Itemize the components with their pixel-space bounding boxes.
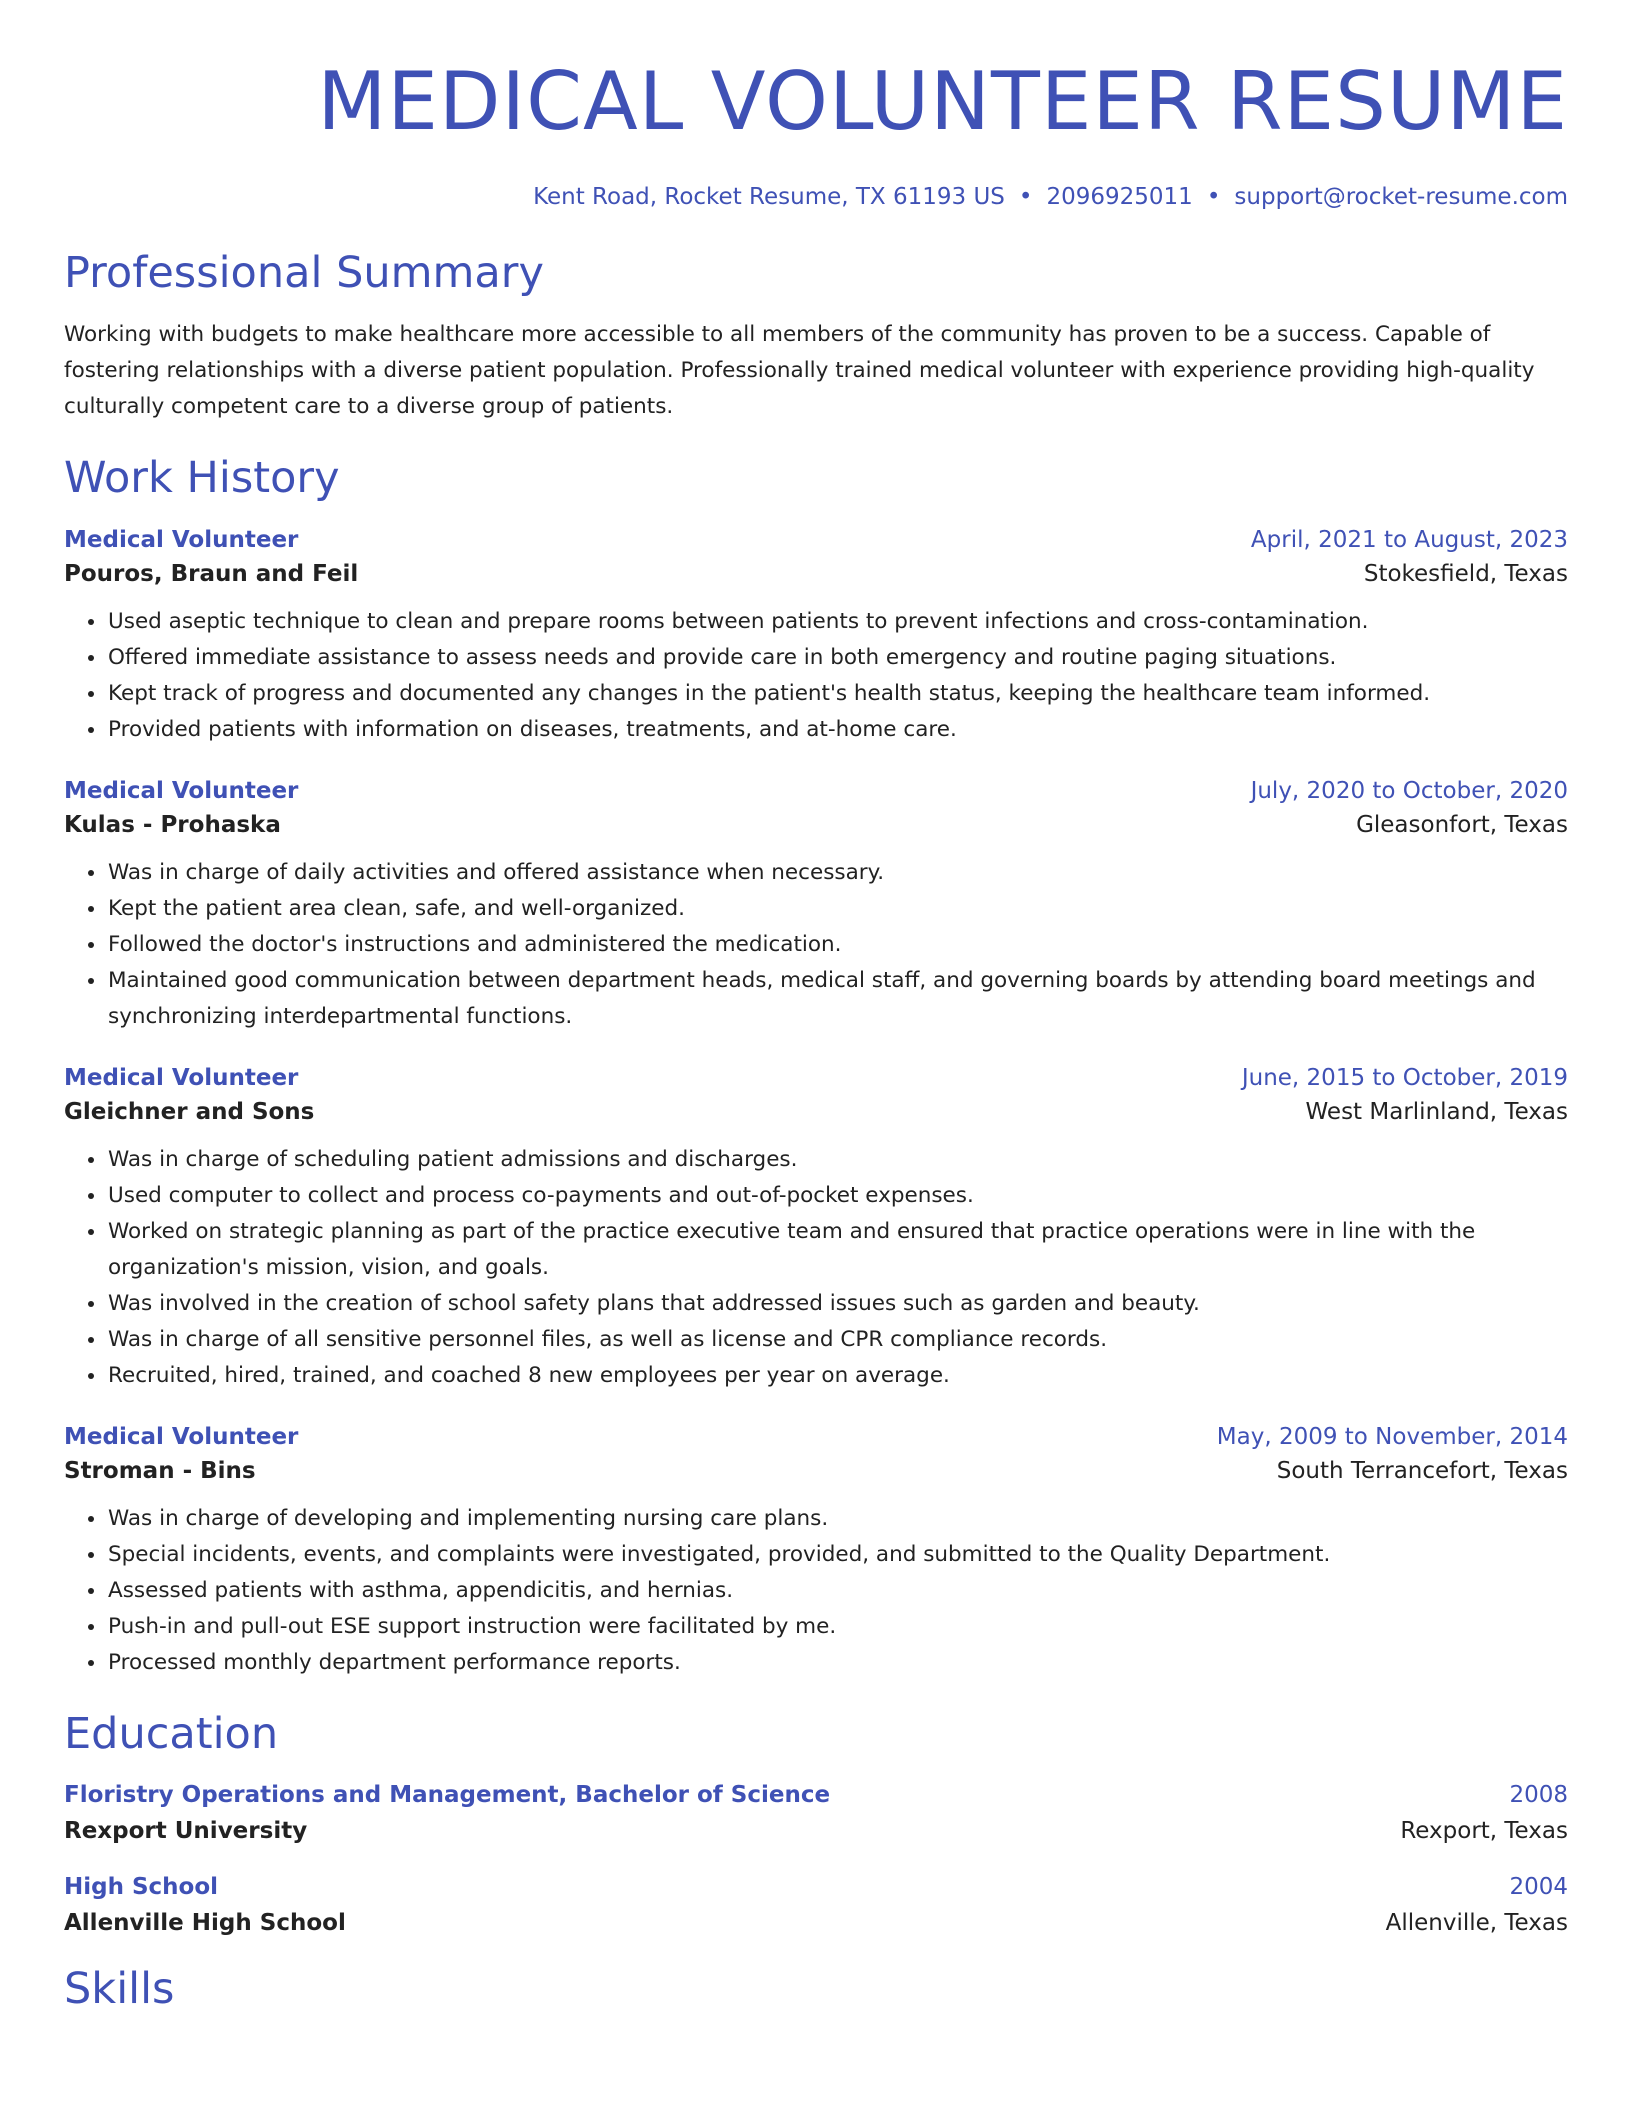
job-company: Pouros, Braun and Feil <box>64 560 359 587</box>
job-entry <box>64 1424 1568 1681</box>
job-bullet: • Offered immediate assistance to assess needs and provide care in both emergency and routine paging situations. <box>107 640 1568 676</box>
job-title: Medical Volunteer <box>64 1423 299 1450</box>
education-location: Rexport, Texas <box>1400 1817 1568 1844</box>
education-header-row <box>64 1874 1568 1900</box>
education-school-row <box>64 1818 1568 1844</box>
job-bullet: • Push-in and pull-out ESE support instruction were facilitated by me. <box>107 1609 1568 1645</box>
contact-address: Kent Road, Rocket Resume, TX 61193 US <box>533 184 1005 210</box>
job-bullet: • Maintained good communication between department heads, medical staff, and governing boards by attending board meetings and synchronizing interdepartmental functions. <box>107 963 1568 1035</box>
job-location: Stokesfield, Texas <box>1363 560 1568 587</box>
job-bullet: • Followed the doctor's instructions and administered the medication. <box>107 927 1568 963</box>
job-bullet: • Worked on strategic planning as part of the practice executive team and ensured that practice operations were in line with the organization's mission, vision, and goals. <box>107 1214 1568 1286</box>
job-bullet: • Was in charge of scheduling patient admissions and discharges. <box>107 1142 1568 1178</box>
job-company-row <box>64 1458 1568 1484</box>
job-location: Gleasonfort, Texas <box>1356 811 1568 838</box>
skills-heading: Skills <box>64 1963 175 2014</box>
job-bullets <box>64 855 1568 1035</box>
job-entry <box>64 778 1568 1035</box>
job-bullet: • Kept track of progress and documented any changes in the patient's health status, keeping the healthcare team informed. <box>107 676 1568 712</box>
job-bullet: • Assessed patients with asthma, appendicitis, and hernias. <box>107 1573 1568 1609</box>
job-bullet: • Processed monthly department performance reports. <box>107 1645 1568 1681</box>
work-history-heading: Work History <box>64 453 340 504</box>
job-title: Medical Volunteer <box>64 526 299 553</box>
job-company-row <box>64 561 1568 587</box>
summary-heading: Professional Summary <box>64 248 544 298</box>
resume-page <box>64 0 1568 2013</box>
job-dates: May, 2009 to November, 2014 <box>1216 1423 1568 1450</box>
contact-separator: • <box>1018 184 1033 210</box>
job-bullets <box>64 604 1568 748</box>
job-dates: April, 2021 to August, 2023 <box>1250 526 1568 553</box>
job-header-row <box>64 778 1568 804</box>
job-dates: June, 2015 to October, 2019 <box>1241 1064 1568 1091</box>
job-bullet: • Was involved in the creation of school safety plans that addressed issues such as garden and beauty. <box>107 1286 1568 1322</box>
job-company: Stroman - Bins <box>64 1457 256 1484</box>
job-location: West Marlinland, Texas <box>1305 1098 1568 1125</box>
contact-email: support@rocket-resume.com <box>1234 184 1568 210</box>
job-company-row <box>64 1099 1568 1125</box>
job-bullets <box>64 1501 1568 1681</box>
job-company-row <box>64 812 1568 838</box>
job-entry <box>64 1065 1568 1394</box>
job-bullet: • Used computer to collect and process co-payments and out-of-pocket expenses. <box>107 1178 1568 1214</box>
job-bullet: • Was in charge of all sensitive personnel files, as well as license and CPR compliance records. <box>107 1322 1568 1358</box>
job-bullet: • Kept the patient area clean, safe, and well-organized. <box>107 891 1568 927</box>
job-title: Medical Volunteer <box>64 777 299 804</box>
contact-line <box>64 184 1568 210</box>
job-company: Kulas - Prohaska <box>64 811 281 838</box>
job-entry <box>64 527 1568 748</box>
job-bullet: • Was in charge of daily activities and offered assistance when necessary. <box>107 855 1568 891</box>
job-title: Medical Volunteer <box>64 1064 299 1091</box>
job-header-row <box>64 1065 1568 1091</box>
job-header-row <box>64 527 1568 553</box>
summary-text: Working with budgets to make healthcare more accessible to all members of the community has proven to be a success. Capable of fostering relationships with a diverse patient population. Professionally trained medical volunteer with experience providing high-quality culturally competent care to a diverse group of patients. <box>64 322 1535 420</box>
job-bullets <box>64 1142 1568 1394</box>
education-degree: High School <box>64 1873 219 1900</box>
job-bullet: • Recruited, hired, trained, and coached 8 new employees per year on average. <box>107 1358 1568 1394</box>
resume-title: MEDICAL VOLUNTEER RESUME <box>317 55 1568 148</box>
job-company: Gleichner and Sons <box>64 1098 315 1125</box>
job-bullet: • Provided patients with information on diseases, treatments, and at-home care. <box>107 712 1568 748</box>
education-year: 2008 <box>1509 1781 1568 1808</box>
contact-phone: 2096925011 <box>1046 184 1193 210</box>
education-year: 2004 <box>1509 1873 1568 1900</box>
contact-separator: • <box>1206 184 1221 210</box>
education-entry <box>64 1782 1568 1844</box>
job-bullet: • Special incidents, events, and complaints were investigated, provided, and submitted to the Quality Department. <box>107 1537 1568 1573</box>
education-school: Allenville High School <box>64 1909 346 1936</box>
job-location: South Terrancefort, Texas <box>1276 1457 1568 1484</box>
education-degree: Floristry Operations and Management, Bachelor of Science <box>64 1781 831 1808</box>
education-school-row <box>64 1910 1568 1936</box>
education-school: Rexport University <box>64 1817 308 1844</box>
job-dates: July, 2020 to October, 2020 <box>1250 777 1568 804</box>
job-bullet: • Was in charge of developing and implementing nursing care plans. <box>107 1501 1568 1537</box>
education-heading: Education <box>64 1708 279 1759</box>
education-location: Allenville, Texas <box>1385 1909 1568 1936</box>
education-entry <box>64 1874 1568 1936</box>
education-header-row <box>64 1782 1568 1808</box>
job-bullet: • Used aseptic technique to clean and prepare rooms between patients to prevent infections and cross-contamination. <box>107 604 1568 640</box>
job-header-row <box>64 1424 1568 1450</box>
